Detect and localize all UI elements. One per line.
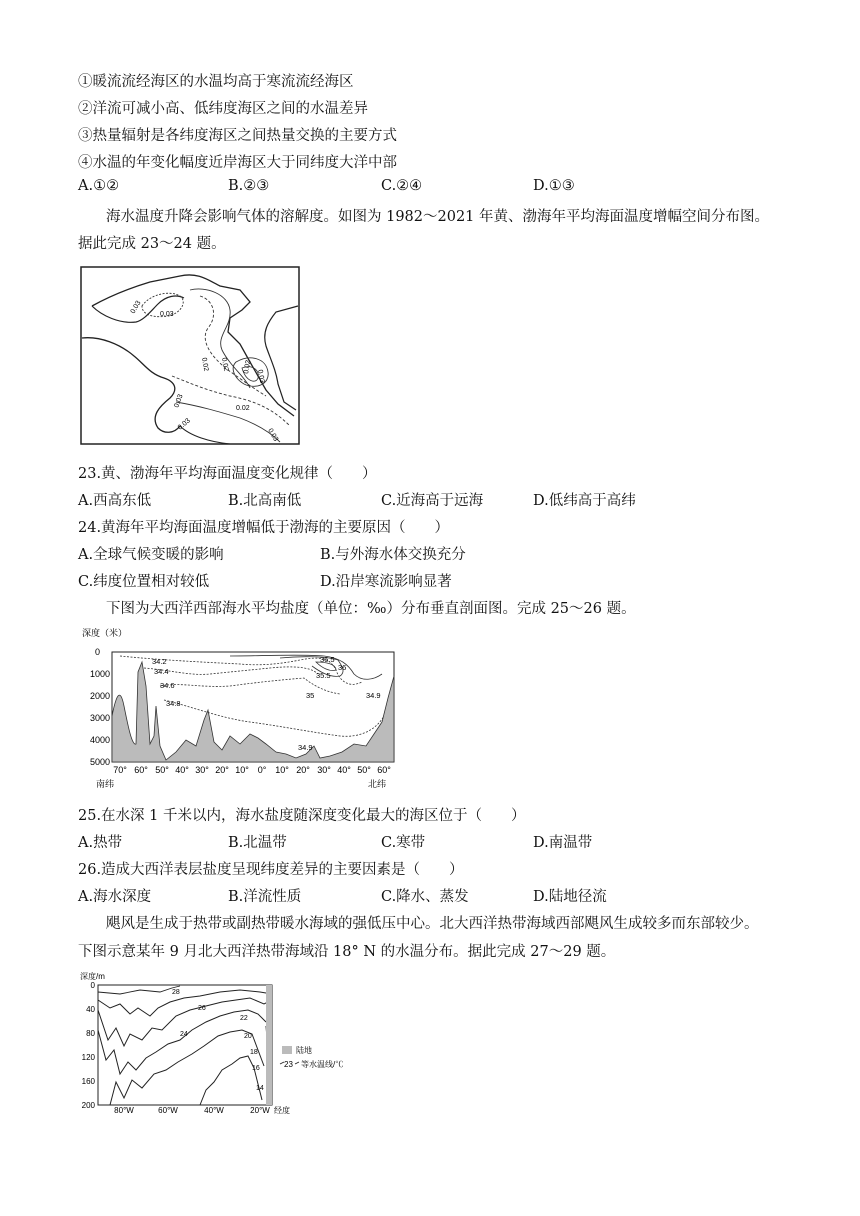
salinity-xtick: 40° bbox=[175, 765, 189, 775]
temp-xtick: 20°W bbox=[250, 1106, 270, 1115]
isotherm-label: 14 bbox=[256, 1085, 264, 1092]
salinity-xtick: 30° bbox=[317, 765, 331, 775]
salinity-xtick: 30° bbox=[195, 765, 209, 775]
q26-option-d: D.陆地径流 bbox=[533, 889, 607, 905]
salinity-xtick: 40° bbox=[337, 765, 351, 775]
isotherm-label: 28 bbox=[172, 989, 180, 996]
map-contour-label: 0.03 bbox=[266, 427, 280, 443]
salinity-ylabel: 深度（米） bbox=[82, 628, 128, 638]
temp-ytick: 160 bbox=[81, 1077, 95, 1086]
q24-option-d: D.沿岸寒流影响显著 bbox=[320, 574, 452, 590]
salinity-section-chart bbox=[80, 626, 400, 792]
isohaline-label: 34.8 bbox=[166, 699, 181, 708]
isohaline-label: 36.5 bbox=[320, 655, 335, 664]
salinity-xtick: 50° bbox=[155, 765, 169, 775]
sst-increase-map bbox=[80, 266, 300, 446]
statement-4: ④水温的年变化幅度近岸海区大于同纬度大洋中部 bbox=[78, 155, 397, 171]
salinity-xtick: 50° bbox=[357, 765, 371, 775]
map-contour-label: 0.03 bbox=[176, 417, 192, 432]
intro-27-29-line2: 下图示意某年 9 月北大西洋热带海域沿 18° N 的水温分布。据此完成 27～29 题。 bbox=[78, 944, 616, 960]
salinity-ytick: 3000 bbox=[89, 713, 110, 723]
q23-stem: 23.黄、渤海年平均海面温度变化规律（ ） bbox=[78, 466, 377, 482]
isohaline-label: 34.9 bbox=[366, 691, 381, 700]
q25-option-c: C.寒带 bbox=[381, 835, 426, 851]
q23-option-d: D.低纬高于高纬 bbox=[533, 493, 636, 509]
map-contour-label: 0.03 bbox=[256, 369, 266, 384]
isohaline-label: 34.4 bbox=[154, 667, 169, 676]
legend-land-label: 陆地 bbox=[296, 1046, 312, 1055]
temp-xlabel: 经度 bbox=[274, 1106, 290, 1115]
salinity-north-label: 北纬 bbox=[368, 779, 387, 789]
temp-xtick: 60°W bbox=[158, 1106, 178, 1115]
q25-option-a: A.热带 bbox=[78, 835, 123, 851]
isohaline-label: 35.5 bbox=[316, 671, 331, 680]
map-contour-label: 0.02 bbox=[220, 357, 230, 372]
q25-option-b: B.北温带 bbox=[228, 835, 287, 851]
temp-ytick: 80 bbox=[86, 1029, 95, 1038]
salinity-ytick: 0 bbox=[94, 647, 100, 657]
salinity-ytick: 2000 bbox=[89, 691, 110, 701]
map-contour-label: 0.03 bbox=[129, 299, 143, 315]
temp-ytick: 40 bbox=[86, 1005, 95, 1014]
salinity-south-label: 南纬 bbox=[96, 779, 115, 789]
temp-land-strip bbox=[266, 985, 272, 1105]
temp-ytick: 120 bbox=[81, 1053, 95, 1062]
temp-ytick: 200 bbox=[81, 1101, 95, 1110]
map-contour-label: 0.02 bbox=[243, 359, 253, 375]
isohaline-label: 34.6 bbox=[160, 681, 175, 690]
isotherm-label: 22 bbox=[240, 1015, 248, 1022]
q26-option-b: B.洋流性质 bbox=[228, 889, 302, 905]
q24-option-b: B.与外海水体交换充分 bbox=[320, 547, 466, 563]
map-contour-label: 0.02 bbox=[236, 405, 250, 412]
statement-1: ①暖流流经海区的水温均高于寒流流经海区 bbox=[78, 74, 354, 90]
temp-xtick: 80°W bbox=[114, 1106, 134, 1115]
q24-option-c: C.纬度位置相对较低 bbox=[78, 574, 210, 590]
q25-option-d: D.南温带 bbox=[533, 835, 593, 851]
map-contour-label: 0.02 bbox=[200, 357, 210, 372]
salinity-ytick: 4000 bbox=[89, 735, 110, 745]
q26-option-c: C.降水、蒸发 bbox=[381, 889, 469, 905]
q23-option-a: A.西高东低 bbox=[78, 493, 152, 509]
q26-stem: 26.造成大西洋表层盐度呈现纬度差异的主要因素是（ ） bbox=[78, 862, 464, 878]
legend-land-swatch bbox=[282, 1046, 292, 1054]
isohaline-label: 35 bbox=[306, 691, 315, 700]
salinity-xtick: 70° bbox=[113, 765, 127, 775]
q23-option-b: B.北高南低 bbox=[228, 493, 302, 509]
q24-option-a: A.全球气候变暖的影响 bbox=[78, 547, 224, 563]
q22-option-d: D.①③ bbox=[533, 178, 575, 194]
salinity-xtick: 20° bbox=[215, 765, 229, 775]
map-contour-label: 0.03 bbox=[160, 311, 174, 318]
isohaline-label: 36 bbox=[338, 663, 347, 672]
legend-isotherm-value: 23 bbox=[284, 1060, 293, 1069]
isotherm-label: 18 bbox=[250, 1049, 258, 1056]
salinity-ytick: 5000 bbox=[89, 757, 110, 767]
q26-option-a: A.海水深度 bbox=[78, 889, 152, 905]
isohaline-label: 34.2 bbox=[152, 657, 167, 666]
salinity-xtick: 60° bbox=[377, 765, 391, 775]
salinity-xtick: 10° bbox=[275, 765, 289, 775]
statement-2: ②洋流可减小高、低纬度海区之间的水温差异 bbox=[78, 101, 368, 117]
statement-3: ③热量辐射是各纬度海区之间热量交换的主要方式 bbox=[78, 128, 397, 144]
q22-option-b: B.②③ bbox=[228, 178, 270, 194]
intro-23-24-line1: 海水温度升降会影响气体的溶解度。如图为 1982～2021 年黄、渤海年平均海面温度增幅空间分布图。 bbox=[106, 209, 770, 225]
salinity-ytick: 1000 bbox=[89, 669, 110, 679]
isotherm-label: 24 bbox=[180, 1031, 188, 1038]
temp-ylabel: 深度/m bbox=[80, 972, 105, 981]
intro-27-29-line1: 飓风是生成于热带或副热带暖水海域的强低压中心。北大西洋热带海域西部飓风生成较多而东部较少。 bbox=[106, 916, 759, 932]
q24-stem: 24.黄海年平均海面温度增幅低于渤海的主要原因（ ） bbox=[78, 520, 450, 536]
salinity-xtick: 0° bbox=[257, 765, 267, 775]
salinity-xtick: 60° bbox=[134, 765, 148, 775]
q22-option-a: A.①② bbox=[78, 178, 120, 194]
q22-option-c: C.②④ bbox=[381, 178, 423, 194]
temp-ytick: 0 bbox=[90, 981, 95, 990]
isohaline-label: 34.9 bbox=[298, 743, 313, 752]
q23-option-c: C.近海高于远海 bbox=[381, 493, 484, 509]
salinity-xtick: 20° bbox=[296, 765, 310, 775]
isotherm-label: 26 bbox=[198, 1005, 206, 1012]
isotherm-label: 20 bbox=[244, 1033, 252, 1040]
intro-25-26: 下图为大西洋西部海水平均盐度（单位：‰）分布垂直剖面图。完成 25～26 题。 bbox=[106, 601, 636, 617]
temperature-section-chart bbox=[80, 970, 380, 1116]
legend-isotherm-label: 等水温线/℃ bbox=[301, 1060, 344, 1069]
isotherm-label: 16 bbox=[252, 1065, 260, 1072]
salinity-xtick: 10° bbox=[235, 765, 249, 775]
map-contour-label: 0.03 bbox=[173, 393, 185, 409]
map-frame bbox=[81, 267, 299, 444]
temp-xtick: 40°W bbox=[204, 1106, 224, 1115]
intro-23-24-line2: 据此完成 23～24 题。 bbox=[78, 236, 226, 252]
q25-stem: 25.在水深 1 千米以内，海水盐度随深度变化最大的海区位于（ ） bbox=[78, 808, 526, 824]
